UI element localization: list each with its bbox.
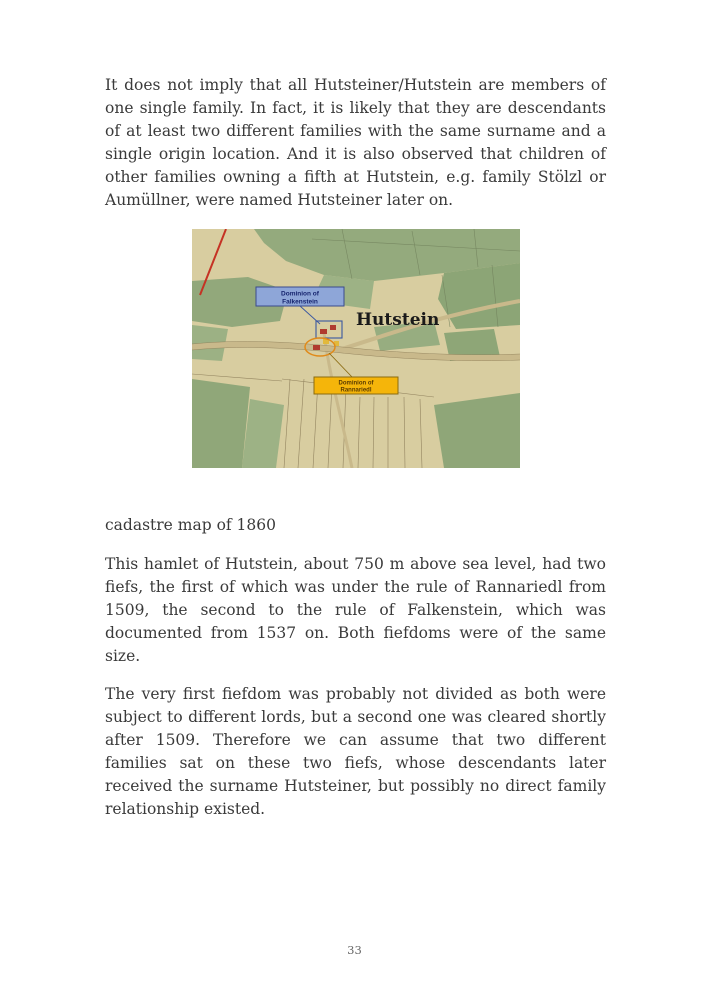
paragraph-fiefdom: The very first fiefdom was probably not divided as both were subject to different lords, but a second one was cleared shortly after 1509. Therefore we can assume that two different families sat on these two fiefs, whose descendants later received the surname Hutsteiner, but possibly no direct family relationship existed.: [105, 685, 606, 818]
map-field: [434, 393, 520, 468]
text-column: [105, 74, 606, 836]
map-field: [192, 379, 250, 468]
rannariedl-label-line2: Rannariedl: [339, 387, 372, 394]
cadastre-map-image: [192, 229, 520, 468]
map-caption: cadastre map of 1860: [105, 516, 277, 534]
map-field: [438, 263, 520, 329]
page-number: 33: [347, 943, 362, 957]
falkenstein-label-line1: Dominion of: [280, 290, 319, 298]
hutstein-place-label: Hutstein: [355, 310, 439, 330]
falkenstein-label-line2: Falkenstein: [281, 298, 318, 306]
paragraph-intro: It does not imply that all Hutsteiner/Hutstein are members of one single family. In fact, it is likely that they are descendants of at least two different families with the same surname and a single origin location. And it is also observed that children of other families owning a fifth at Hutstein, e.g. family Stölzl or Aumüllner, were named Hutsteiner later on.: [105, 76, 606, 209]
paragraph-hamlet: This hamlet of Hutstein, about 750 m above sea level, had two fiefs, the first of which was under the rule of Rannariedl from 1509, the second to the rule of Falkenstein, which was documented from 1537 on. Both fiefdoms were of the same size.: [105, 555, 606, 665]
cadastre-map-figure: [192, 229, 520, 468]
rannariedl-label-line1: Dominion of: [338, 380, 373, 387]
